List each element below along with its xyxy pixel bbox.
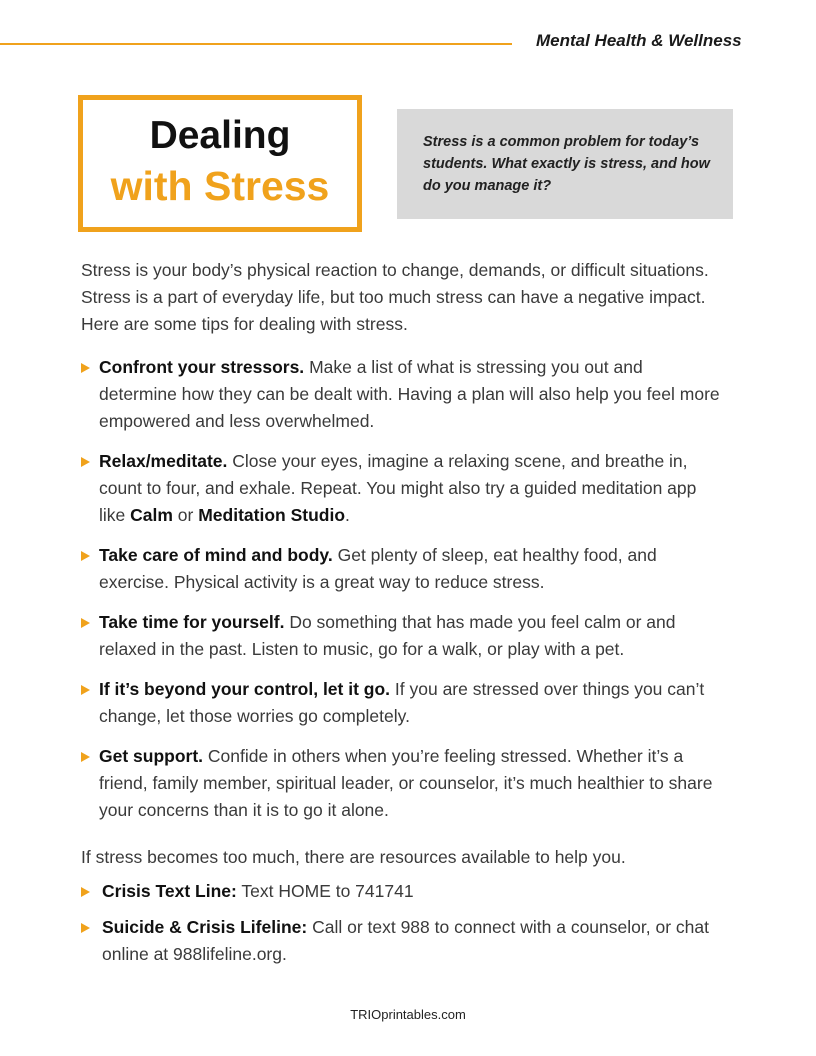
resource-item bbox=[81, 878, 721, 905]
tip-heading: Take care of mind and body. bbox=[99, 545, 333, 565]
resources-list bbox=[81, 878, 721, 977]
tip-body-end: . bbox=[345, 505, 350, 525]
tip-heading: Confront your stressors. bbox=[99, 357, 305, 377]
tip-item bbox=[81, 354, 721, 435]
resource-body: Text HOME to 741741 bbox=[241, 881, 414, 901]
resource-body: Call or text 988 to connect with a counselor, or chat online at 988lifeline.org. bbox=[102, 917, 709, 964]
tip-heading: If it’s beyond your control, let it go. bbox=[99, 679, 391, 699]
resources-intro: If stress becomes too much, there are resources available to help you. bbox=[81, 847, 626, 867]
tip-item bbox=[81, 676, 721, 730]
header-rule bbox=[0, 43, 512, 45]
lead-paragraph: Stress is your body’s physical reaction to change, demands, or difficult situations. Stress is a part of everyday life, but too much stress can have a negative impact. Here are some tips for dealing with stress. bbox=[81, 260, 709, 334]
app-name-calm: Calm bbox=[130, 505, 173, 525]
resource-heading: Crisis Text Line: bbox=[102, 881, 237, 901]
intro-callout-text: Stress is a common problem for today’s students. What exactly is stress, and how do you manage it? bbox=[423, 134, 710, 194]
tip-body: Make a list of what is stressing you out and determine how they can be dealt with. Having a plan will also help you feel more empowered and less overwhelmed. bbox=[99, 357, 720, 431]
triangle-bullet-icon bbox=[81, 752, 90, 762]
tip-item bbox=[81, 743, 721, 824]
page-title-line1: Dealing bbox=[149, 114, 291, 157]
triangle-bullet-icon bbox=[81, 887, 90, 897]
tip-heading: Get support. bbox=[99, 746, 204, 766]
page-title-line2: with Stress bbox=[110, 163, 330, 209]
section-label: Mental Health & Wellness bbox=[536, 31, 742, 50]
resource-item bbox=[81, 914, 721, 968]
tip-item bbox=[81, 542, 721, 596]
resource-heading: Suicide & Crisis Lifeline: bbox=[102, 917, 308, 937]
triangle-bullet-icon bbox=[81, 685, 90, 695]
tip-item bbox=[81, 609, 721, 663]
app-name-meditation-studio: Meditation Studio bbox=[198, 505, 346, 525]
tip-body: Close your eyes, imagine a relaxing scene, and breathe in, count to four, and exhale. Repeat. You might also try a guided meditation app like bbox=[99, 451, 697, 525]
tip-body: Get plenty of sleep, eat healthy food, and exercise. Physical activity is a great way to reduce stress. bbox=[99, 545, 657, 592]
tip-heading: Relax/meditate. bbox=[99, 451, 228, 471]
triangle-bullet-icon bbox=[81, 923, 90, 933]
footer-site: TRIOprintables.com bbox=[350, 1007, 466, 1022]
tip-body: Confide in others when you’re feeling stressed. Whether it’s a friend, family member, spiritual leader, or counselor, it’s much healthier to share your concerns than it is to go it alone. bbox=[99, 746, 713, 820]
triangle-bullet-icon bbox=[81, 618, 90, 628]
tips-list bbox=[81, 354, 721, 837]
triangle-bullet-icon bbox=[81, 457, 90, 467]
tip-heading: Take time for yourself. bbox=[99, 612, 285, 632]
tip-body: If you are stressed over things you can’t change, let those worries go completely. bbox=[99, 679, 705, 726]
tip-body: Do something that has made you feel calm or and relaxed in the past. Listen to music, go for a walk, or play with a pet. bbox=[99, 612, 676, 659]
tip-body-mid: or bbox=[172, 505, 199, 525]
title-box bbox=[78, 95, 362, 232]
triangle-bullet-icon bbox=[81, 551, 90, 561]
triangle-bullet-icon bbox=[81, 363, 90, 373]
intro-callout bbox=[397, 109, 733, 219]
tip-item bbox=[81, 448, 721, 529]
